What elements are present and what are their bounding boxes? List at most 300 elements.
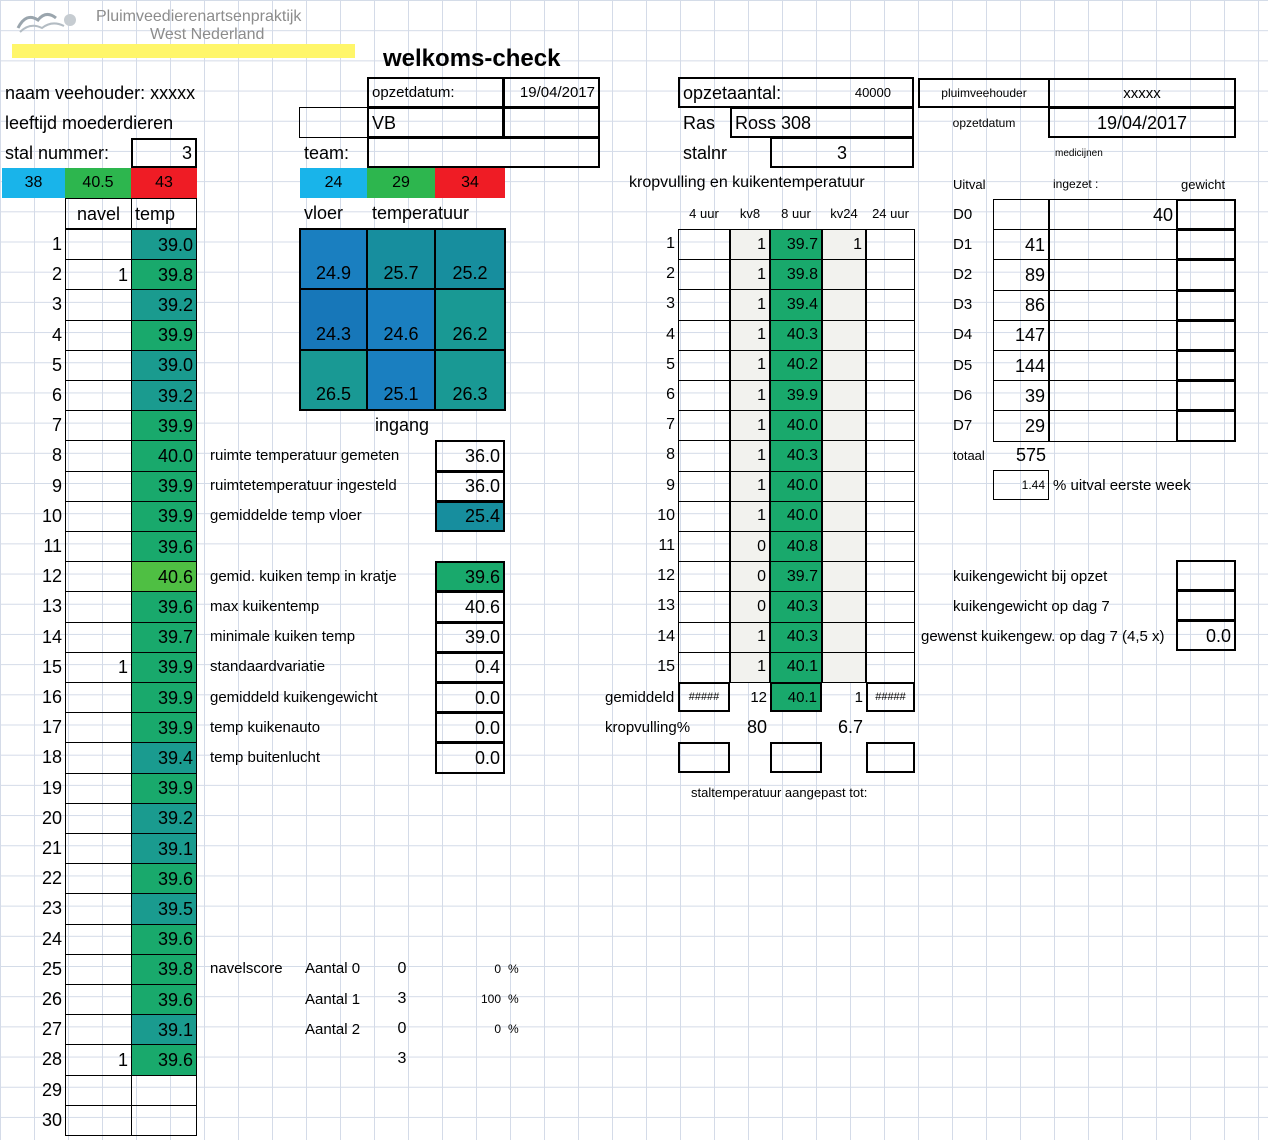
krop-8uur-cell[interactable]: 40.3 (770, 440, 822, 471)
krop-24uur-cell[interactable] (866, 471, 915, 502)
stat-value[interactable]: 0.4 (435, 652, 505, 683)
krop-24uur-cell[interactable] (866, 561, 915, 592)
row-number: 16 (41, 687, 62, 708)
krop-24uur-cell[interactable] (866, 289, 915, 320)
stat-label: standaardvariatie (210, 658, 326, 676)
leeftijd-extra-cell[interactable] (299, 107, 368, 138)
uitval-day-label: D7 (953, 416, 973, 434)
header-vloer: vloer (304, 203, 344, 223)
krop-8uur-cell[interactable]: 39.7 (770, 561, 822, 592)
opzetaantal-label: opzetaantal: (678, 77, 914, 108)
row-number: 18 (41, 747, 62, 768)
navelscore-row-label: Aantal 2 (305, 1020, 361, 1038)
gewicht-cell[interactable] (1176, 380, 1236, 411)
stat-label: gemiddeld kuikengewicht (210, 688, 378, 706)
uitval-day-label: D1 (953, 235, 973, 253)
row-number: 6 (51, 385, 62, 406)
krop-kv8-cell[interactable]: 1 (730, 350, 770, 381)
krop-24uur-cell[interactable] (866, 591, 915, 622)
page-title: welkoms-check (383, 45, 561, 72)
header-navel: navel (65, 198, 132, 229)
kropvulling-label: kropvulling% (605, 718, 691, 736)
stat-value[interactable]: 36.0 (435, 471, 505, 502)
header-temp: temp (131, 198, 197, 229)
stat-label: gemid. kuiken temp in kratje (210, 567, 397, 585)
navel-cell[interactable] (65, 471, 132, 502)
krop-row-number: 15 (657, 657, 675, 675)
krop-kv8-cell[interactable]: 0 (730, 561, 770, 592)
krop-row-number: 6 (666, 386, 675, 404)
krop-4uur-cell[interactable] (678, 259, 730, 290)
stat-label: ruimte temperatuur gemeten (210, 446, 400, 464)
team-value[interactable] (367, 137, 600, 168)
navel-cell[interactable] (65, 742, 132, 773)
kuikengewicht-dag7-label: kuikengewicht op dag 7 (953, 597, 1110, 615)
row-number: 10 (41, 505, 62, 526)
krop-kv24-cell[interactable] (822, 622, 866, 653)
navel-cell[interactable] (65, 561, 132, 592)
uitval-value[interactable]: 39 (993, 380, 1049, 411)
stat-value[interactable]: 39.0 (435, 622, 505, 653)
navelscore-pct: 100 (480, 992, 501, 1007)
temp-cell[interactable]: 39.2 (131, 380, 197, 411)
floor-temp-cell[interactable]: 24.6 (367, 289, 435, 349)
navelscore-row-label: Aantal 0 (305, 960, 361, 978)
krop-4uur-cell[interactable] (678, 652, 730, 683)
krop-8uur-cell[interactable]: 40.2 (770, 350, 822, 381)
stal-label: stal nummer: (5, 143, 110, 163)
totaal-label: totaal (953, 447, 985, 463)
row-number: 17 (41, 717, 62, 738)
temp-cell[interactable]: 39.1 (131, 1014, 197, 1045)
krop-4uur-cell[interactable] (678, 501, 730, 532)
medicijnen-label: medicijnen (1055, 148, 1103, 159)
temp-cell[interactable]: 39.5 (131, 893, 197, 924)
krop-row-number: 8 (666, 446, 675, 464)
gewicht-cell[interactable] (1176, 229, 1236, 260)
temp-cell[interactable]: 39.6 (131, 863, 197, 894)
stal-aangepast-input[interactable] (678, 742, 730, 772)
medicijn-ingezet-cell[interactable] (1049, 410, 1177, 441)
krop-row-number: 3 (666, 295, 675, 313)
krop-kv24-cell[interactable] (822, 289, 866, 320)
navel-cell[interactable] (65, 289, 132, 320)
navel-cell[interactable] (65, 773, 132, 804)
krop-kv24-cell[interactable] (822, 561, 866, 592)
stat-value[interactable]: 0.0 (435, 712, 505, 743)
row-number: 21 (41, 838, 62, 859)
floor-temp-cell[interactable]: 26.5 (300, 350, 367, 410)
stat-label: minimale kuiken temp (210, 628, 356, 646)
medicijn-ingezet-cell[interactable]: 40 (1049, 199, 1177, 230)
row-number: 26 (41, 989, 62, 1010)
krop-24uur-cell[interactable] (866, 501, 915, 532)
krop-8uur-cell[interactable]: 39.9 (770, 380, 822, 411)
uitval-day-label: D5 (953, 356, 973, 374)
navelscore-count: 0 (397, 1020, 407, 1038)
krop-8uur-cell[interactable]: 40.3 (770, 320, 822, 351)
gewenst-label: gewenst kuikengew. op dag 7 (4,5 x) (921, 627, 1165, 645)
gewicht-cell[interactable] (1176, 290, 1236, 321)
navelscore-pct: 0 (494, 1022, 501, 1037)
temp-cell[interactable]: 39.8 (131, 259, 197, 290)
krop-kv24-cell[interactable] (822, 652, 866, 683)
krop-4uur-cell[interactable] (678, 622, 730, 653)
krop-row-number: 1 (666, 235, 675, 253)
gemiddeld-cell: 1 (854, 688, 863, 706)
uitval-value[interactable]: 86 (993, 290, 1049, 321)
temp-cell[interactable]: 39.6 (131, 984, 197, 1015)
krop-4uur-cell[interactable] (678, 471, 730, 502)
krop-8uur-cell[interactable]: 39.8 (770, 259, 822, 290)
temp-cell[interactable]: 39.9 (131, 410, 197, 441)
krop-kv8-cell[interactable]: 1 (730, 380, 770, 411)
navel-cell[interactable]: 1 (65, 652, 132, 683)
krop-24uur-cell[interactable] (866, 531, 915, 562)
krop-4uur-cell[interactable] (678, 531, 730, 562)
navel-cell[interactable] (65, 954, 132, 985)
floor-temp-cell[interactable]: 24.9 (300, 229, 367, 289)
krop-header: 4 uur (689, 205, 719, 221)
navel-cell[interactable] (65, 1075, 132, 1106)
stal-aangepast-input[interactable] (770, 742, 822, 772)
krop-8uur-cell[interactable]: 40.1 (770, 652, 822, 683)
krop-row-number: 9 (666, 476, 675, 494)
uitval-value[interactable]: 89 (993, 259, 1049, 290)
krop-24uur-cell[interactable] (866, 622, 915, 653)
navel-cell[interactable] (65, 410, 132, 441)
krop-8uur-cell[interactable]: 39.4 (770, 289, 822, 320)
krop-header: 24 uur (872, 205, 909, 221)
stat-value[interactable]: 0.0 (435, 682, 505, 713)
krop-24uur-cell[interactable] (866, 410, 915, 441)
stat-value[interactable]: 40.6 (435, 591, 505, 622)
krop-24uur-cell[interactable] (866, 380, 915, 411)
uitval-pct-value: 1.44 (993, 470, 1049, 500)
krop-8uur-cell[interactable]: 40.0 (770, 410, 822, 441)
legend-floor-high: 34 (435, 168, 505, 198)
temp-cell[interactable]: 39.7 (131, 622, 197, 653)
krop-row-number: 13 (657, 597, 675, 615)
row-number: 4 (51, 324, 62, 345)
row-number: 7 (51, 415, 62, 436)
opzetdatum2-label: opzetdatum (952, 116, 1016, 130)
krop-kv8-cell[interactable]: 1 (730, 501, 770, 532)
krop-8uur-cell[interactable]: 40.0 (770, 501, 822, 532)
temp-cell[interactable]: 39.6 (131, 924, 197, 955)
row-number: 2 (51, 264, 62, 285)
krop-kv8-cell[interactable]: 1 (730, 622, 770, 653)
uitval-day-label: D0 (953, 205, 973, 223)
stalnr-value[interactable]: 3 (770, 137, 914, 168)
stat-value[interactable]: 0.0 (435, 742, 505, 773)
temp-cell[interactable]: 39.9 (131, 682, 197, 713)
navel-cell[interactable] (65, 893, 132, 924)
stat-value[interactable]: 39.6 (435, 561, 505, 592)
temp-cell[interactable]: 39.9 (131, 501, 197, 532)
krop-8uur-cell[interactable]: 40.0 (770, 471, 822, 502)
floor-temp-cell[interactable]: 25.7 (367, 229, 435, 289)
navel-cell[interactable] (65, 712, 132, 743)
krop-kv8-cell[interactable]: 1 (730, 320, 770, 351)
gemiddeld-cell: ##### (866, 682, 915, 712)
legend-chick-mid: 40.5 (65, 168, 131, 198)
navel-cell[interactable] (65, 350, 132, 381)
stat-label: temp kuikenauto (210, 718, 321, 736)
gewicht-cell[interactable] (1176, 259, 1236, 290)
row-number: 9 (51, 475, 62, 496)
medicijn-ingezet-cell[interactable] (1049, 229, 1177, 260)
ras-value[interactable]: Ross 308 (730, 107, 914, 138)
uitval-day-label: D6 (953, 386, 973, 404)
navel-cell[interactable] (65, 833, 132, 864)
krop-kv8-cell[interactable]: 1 (730, 471, 770, 502)
krop-row-number: 2 (666, 265, 675, 283)
navel-cell[interactable] (65, 380, 132, 411)
navel-cell[interactable] (65, 1105, 132, 1136)
medicijn-ingezet-cell[interactable] (1049, 290, 1177, 321)
temp-cell[interactable]: 39.9 (131, 773, 197, 804)
stat-value[interactable]: 25.4 (435, 501, 505, 532)
krop-4uur-cell[interactable] (678, 440, 730, 471)
org-line-1: Pluimveedierenartsenpraktijk (96, 8, 302, 25)
temp-cell[interactable]: 39.9 (131, 320, 197, 351)
krop-kv24-cell[interactable] (822, 259, 866, 290)
pluimveehouder-label: pluimveehouder (918, 78, 1050, 108)
navel-cell[interactable] (65, 803, 132, 834)
krop-24uur-cell[interactable] (866, 350, 915, 381)
navelscore-unit: % (508, 992, 519, 1007)
navelscore-label: navelscore (210, 960, 283, 978)
row-number: 11 (43, 536, 62, 557)
row-number: 12 (41, 566, 62, 587)
krop-kv8-cell[interactable]: 1 (730, 259, 770, 290)
gewicht-cell[interactable] (1176, 350, 1236, 381)
krop-4uur-cell[interactable] (678, 350, 730, 381)
temp-cell[interactable]: 39.9 (131, 652, 197, 683)
ingang-label: ingang (374, 415, 430, 435)
krop-8uur-cell[interactable]: 40.3 (770, 622, 822, 653)
temp-cell[interactable]: 40.6 (131, 561, 197, 592)
krop-row-number: 7 (666, 416, 675, 434)
logo-icon (16, 8, 82, 36)
temp-cell[interactable]: 39.4 (131, 742, 197, 773)
row-number: 30 (41, 1109, 62, 1130)
ingezet-label: ingezet : (1053, 177, 1099, 191)
pluimveehouder-value[interactable]: xxxxx (1048, 78, 1236, 108)
gewicht-cell[interactable] (1176, 199, 1236, 230)
krop-24uur-cell[interactable] (866, 259, 915, 290)
stat-label: temp buitenlucht (210, 748, 321, 766)
krop-kv24-cell[interactable] (822, 410, 866, 441)
org-line-2: West Nederland (150, 26, 265, 43)
krop-title: kropvulling en kuikentemperatuur (629, 174, 865, 191)
stal-aangepast-input[interactable] (866, 742, 915, 772)
floor-temp-cell[interactable]: 26.2 (435, 289, 505, 349)
navel-cell[interactable] (65, 682, 132, 713)
krop-kv8-cell[interactable]: 1 (730, 440, 770, 471)
navelscore-row-label: Aantal 1 (305, 990, 361, 1008)
krop-kv8-cell[interactable]: 1 (730, 410, 770, 441)
uitval-pct-label: % uitval eerste week (1053, 476, 1191, 494)
krop-kv8-cell[interactable]: 0 (730, 591, 770, 622)
krop-row-number: 5 (666, 355, 675, 373)
navel-cell[interactable]: 1 (65, 1044, 132, 1075)
temp-cell[interactable]: 39.6 (131, 531, 197, 562)
legend-chick-high: 43 (131, 168, 197, 198)
kuikengewicht-opzet-label: kuikengewicht bij opzet (953, 567, 1108, 585)
uitval-value[interactable]: 29 (993, 410, 1049, 441)
krop-24uur-cell[interactable] (866, 320, 915, 351)
uitval-value[interactable]: 41 (993, 229, 1049, 260)
navel-cell[interactable]: 1 (65, 259, 132, 290)
totaal-value: 575 (1015, 445, 1046, 465)
krop-4uur-cell[interactable] (678, 591, 730, 622)
krop-kv24-cell[interactable] (822, 440, 866, 471)
row-number: 3 (51, 294, 62, 315)
gemiddeld-cell: 40.1 (770, 682, 822, 712)
uitval-day-label: D3 (953, 296, 973, 314)
navel-cell[interactable] (65, 501, 132, 532)
krop-row-number: 4 (666, 325, 675, 343)
kropvulling-kv8: 80 (746, 717, 767, 738)
krop-kv24-cell[interactable] (822, 471, 866, 502)
krop-kv24-cell[interactable] (822, 501, 866, 532)
navel-cell[interactable] (65, 622, 132, 653)
opzetdatum2-value[interactable]: 19/04/2017 (1048, 107, 1236, 138)
kuikengewicht-dag7-input[interactable] (1176, 590, 1236, 621)
navel-cell[interactable] (65, 924, 132, 955)
krop-kv8-cell[interactable]: 1 (730, 289, 770, 320)
uitval-label: Uitval (953, 176, 986, 192)
temp-cell[interactable]: 39.6 (131, 591, 197, 622)
navel-cell[interactable] (65, 229, 132, 260)
krop-4uur-cell[interactable] (678, 410, 730, 441)
krop-24uur-cell[interactable] (866, 229, 915, 260)
krop-kv8-cell[interactable]: 0 (730, 531, 770, 562)
navel-cell[interactable] (65, 1014, 132, 1045)
row-number: 5 (51, 354, 62, 375)
krop-kv24-cell[interactable] (822, 350, 866, 381)
uitval-value[interactable] (993, 199, 1049, 230)
krop-kv24-cell[interactable] (822, 591, 866, 622)
navel-cell[interactable] (65, 984, 132, 1015)
temp-cell[interactable]: 40.0 (131, 440, 197, 471)
ras-label: Ras (683, 113, 716, 133)
krop-4uur-cell[interactable] (678, 229, 730, 260)
temp-cell[interactable]: 39.1 (131, 833, 197, 864)
stat-label: gemiddelde temp vloer (210, 507, 362, 525)
kuikengewicht-opzet-input[interactable] (1176, 560, 1236, 591)
stalnr-label: stalnr (683, 143, 728, 163)
krop-8uur-cell[interactable]: 40.3 (770, 591, 822, 622)
krop-4uur-cell[interactable] (678, 320, 730, 351)
gemiddeld-label: gemiddeld (605, 688, 675, 706)
krop-kv8-cell[interactable]: 1 (730, 229, 770, 260)
krop-24uur-cell[interactable] (866, 652, 915, 683)
gewicht-cell[interactable] (1176, 320, 1236, 351)
stat-value[interactable]: 36.0 (435, 440, 505, 471)
temp-cell[interactable]: 39.0 (131, 350, 197, 381)
temp-cell[interactable]: 39.8 (131, 954, 197, 985)
krop-row-number: 10 (657, 506, 675, 524)
kropvulling-kv24: 6.7 (837, 717, 863, 738)
navel-cell[interactable] (65, 591, 132, 622)
krop-row-number: 11 (658, 537, 675, 555)
krop-kv24-cell[interactable]: 1 (822, 229, 866, 260)
uitval-value[interactable]: 144 (993, 350, 1049, 381)
krop-8uur-cell[interactable]: 40.8 (770, 531, 822, 562)
krop-8uur-cell[interactable]: 39.7 (770, 229, 822, 260)
stal-value[interactable]: 3 (131, 138, 197, 168)
krop-kv24-cell[interactable] (822, 380, 866, 411)
uitval-day-label: D4 (953, 326, 973, 344)
medicijn-ingezet-cell[interactable] (1049, 350, 1177, 381)
temp-cell[interactable] (131, 1105, 197, 1136)
row-number: 1 (51, 234, 62, 255)
krop-kv8-cell[interactable]: 1 (730, 652, 770, 683)
navelscore-pct: 0 (494, 961, 501, 976)
temp-cell[interactable]: 39.2 (131, 289, 197, 320)
leeftijd-extra-cell-2[interactable] (503, 107, 600, 138)
navelscore-count: 0 (397, 959, 407, 977)
navelscore-unit: % (508, 1022, 519, 1037)
temp-cell[interactable]: 39.2 (131, 803, 197, 834)
navelscore-count: 3 (397, 990, 407, 1008)
medicijn-ingezet-cell[interactable] (1049, 380, 1177, 411)
navel-cell[interactable] (65, 440, 132, 471)
row-number: 29 (41, 1079, 62, 1100)
row-number: 28 (41, 1049, 62, 1070)
floor-temp-cell[interactable]: 25.2 (435, 229, 505, 289)
temp-cell[interactable]: 39.9 (131, 471, 197, 502)
krop-kv24-cell[interactable] (822, 320, 866, 351)
krop-4uur-cell[interactable] (678, 380, 730, 411)
krop-row-number: 12 (657, 567, 675, 585)
floor-temp-cell[interactable]: 24.3 (300, 289, 367, 349)
navelscore-unit: % (508, 961, 519, 976)
krop-4uur-cell[interactable] (678, 289, 730, 320)
stat-label: max kuikentemp (210, 597, 320, 615)
opzetaantal-value[interactable]: 40000 (854, 85, 891, 100)
navel-cell[interactable] (65, 863, 132, 894)
krop-kv24-cell[interactable] (822, 531, 866, 562)
medicijn-ingezet-cell[interactable] (1049, 259, 1177, 290)
temp-cell[interactable]: 39.0 (131, 229, 197, 260)
row-number: 15 (41, 656, 62, 677)
legend-floor-mid: 29 (367, 168, 435, 198)
temp-cell[interactable] (131, 1075, 197, 1106)
temp-cell[interactable]: 39.6 (131, 1044, 197, 1075)
uitval-value[interactable]: 147 (993, 320, 1049, 351)
temp-cell[interactable]: 39.9 (131, 712, 197, 743)
opzetdatum-value[interactable]: 19/04/2017 (503, 77, 600, 108)
leeftijd-value[interactable]: VB (367, 107, 504, 138)
legend-chick-low: 38 (2, 168, 65, 198)
krop-24uur-cell[interactable] (866, 440, 915, 471)
logo-bar (12, 44, 355, 58)
floor-temp-cell[interactable]: 25.1 (367, 350, 435, 410)
navel-cell[interactable] (65, 320, 132, 351)
row-number: 27 (41, 1019, 62, 1040)
floor-temp-cell[interactable]: 26.3 (435, 350, 505, 410)
krop-header: kv8 (739, 205, 761, 221)
gewicht-cell[interactable] (1176, 410, 1236, 441)
row-number: 24 (41, 928, 62, 949)
navel-cell[interactable] (65, 531, 132, 562)
krop-4uur-cell[interactable] (678, 561, 730, 592)
medicijn-ingezet-cell[interactable] (1049, 320, 1177, 351)
